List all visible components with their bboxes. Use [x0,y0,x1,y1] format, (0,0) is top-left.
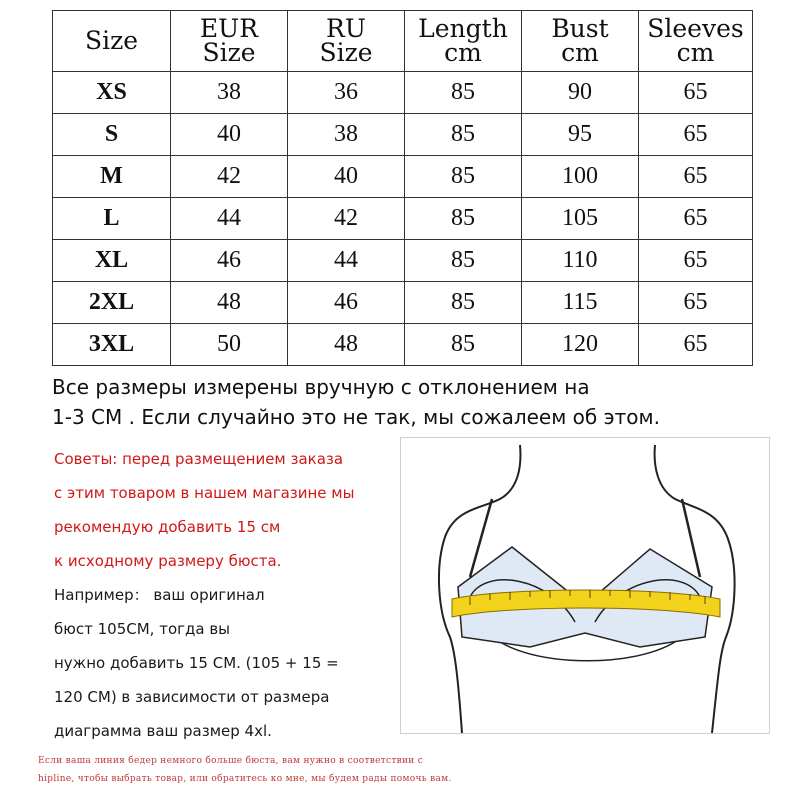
tip-line: диаграмма ваш размер 4xl. [54,722,272,740]
header-size: Size [53,11,171,72]
cell-size: S [53,114,171,156]
table-header-row [53,11,753,72]
cell-sleeves: 65 [639,114,753,156]
table-row [53,72,753,114]
footnote-line: hipline, чтобы выбрать товар, или обратитесь ко мне, мы будем рады помочь вам. [38,774,452,784]
tip-line: нужно добавить 15 СМ. (105 + 15 = [54,654,339,672]
cell-ru: 44 [288,240,405,282]
cell-length: 85 [405,240,522,282]
cell-length: 85 [405,156,522,198]
cell-size: M [53,156,171,198]
cell-bust: 120 [522,324,639,366]
cell-length: 85 [405,114,522,156]
cell-bust: 95 [522,114,639,156]
header-ru-size: RU Size [288,11,405,72]
cell-ru: 40 [288,156,405,198]
cell-bust: 90 [522,72,639,114]
cell-ru: 38 [288,114,405,156]
sizing-tips [54,442,414,748]
tip-line: бюст 105СМ, тогда вы [54,620,231,638]
cell-size: XL [53,240,171,282]
table-row [53,114,753,156]
tip-line: к исходному размеру бюста. [54,552,282,570]
cell-length: 85 [405,72,522,114]
header-length: Length cm [405,11,522,72]
cell-bust: 105 [522,198,639,240]
cell-eur: 42 [171,156,288,198]
header-sleeves: Sleeves cm [639,11,753,72]
header-bust: Bust cm [522,11,639,72]
note-line: 1-3 СМ . Если случайно это не так, мы сожалеем об этом. [52,405,660,429]
measurement-note [52,372,772,432]
cell-sleeves: 65 [639,282,753,324]
bust-measurement-icon [400,437,770,734]
cell-size: 3XL [53,324,171,366]
cell-sleeves: 65 [639,156,753,198]
cell-eur: 50 [171,324,288,366]
cell-sleeves: 65 [639,72,753,114]
size-chart-table [52,10,753,366]
cell-ru: 42 [288,198,405,240]
footnote-line: Если ваша линия бедер немного больше бюста, вам нужно в соответствии с [38,756,424,766]
tip-line: рекомендую добавить 15 см [54,518,281,536]
tip-line: с этим товаром в нашем магазине мы [54,484,355,502]
table-row [53,156,753,198]
bust-measurement-illustration [400,437,770,734]
tip-line: 120 СМ) в зависимости от размера [54,688,330,706]
note-line: Все размеры измерены вручную с отклонением на [52,375,590,399]
cell-ru: 48 [288,324,405,366]
tip-line: Советы: перед размещением заказа [54,450,344,468]
table-row [53,324,753,366]
cell-bust: 115 [522,282,639,324]
cell-length: 85 [405,282,522,324]
table-row [53,240,753,282]
cell-size: XS [53,72,171,114]
cell-eur: 44 [171,198,288,240]
cell-size: L [53,198,171,240]
cell-bust: 100 [522,156,639,198]
cell-length: 85 [405,324,522,366]
cell-sleeves: 65 [639,324,753,366]
hipline-footnote [10,752,790,788]
header-eur-size: EUR Size [171,11,288,72]
cell-ru: 36 [288,72,405,114]
cell-ru: 46 [288,282,405,324]
cell-length: 85 [405,198,522,240]
cell-sleeves: 65 [639,198,753,240]
cell-eur: 48 [171,282,288,324]
tip-line: Например： ваш оригинал [54,586,265,604]
cell-eur: 46 [171,240,288,282]
cell-eur: 40 [171,114,288,156]
cell-size: 2XL [53,282,171,324]
cell-eur: 38 [171,72,288,114]
table-row [53,282,753,324]
cell-bust: 110 [522,240,639,282]
table-row [53,198,753,240]
cell-sleeves: 65 [639,240,753,282]
